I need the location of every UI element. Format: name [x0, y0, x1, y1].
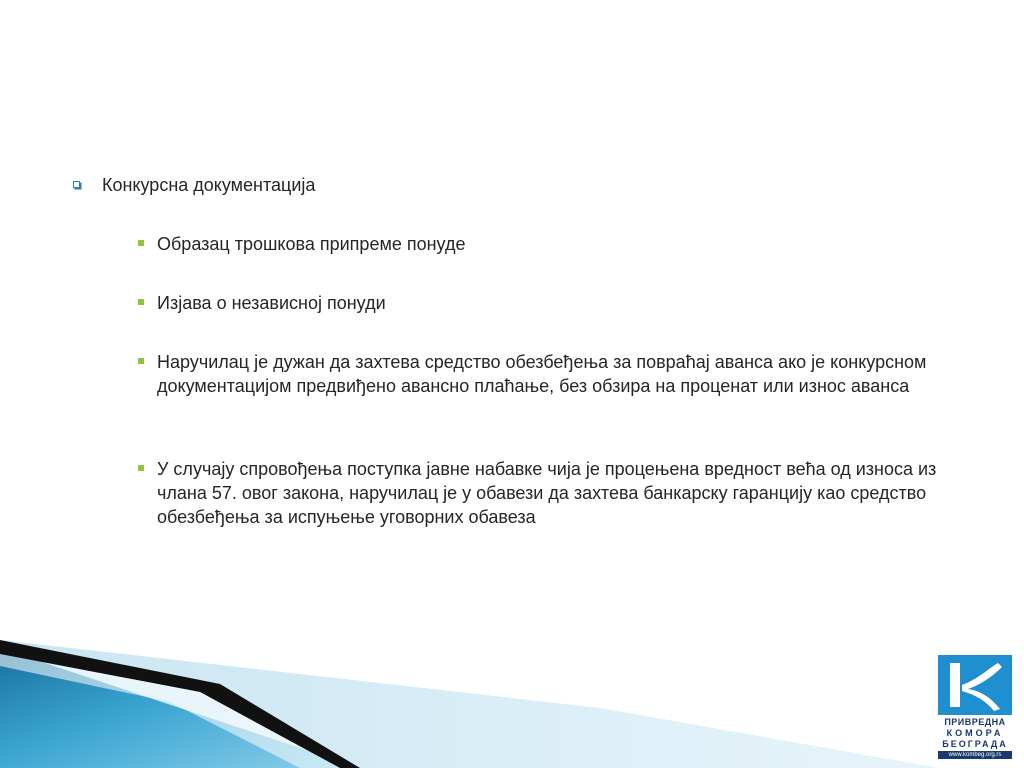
hollow-square-bullet-icon [73, 181, 80, 188]
bullet-item-4: У случају спровођења поступка јавне набавке чија је процењена вредност већа од износа из члана 57. овог закона, наручилац је у обавези да захтева банкарску гаранцију као средство обезбеђења за испуњење уговорних обавеза [157, 459, 937, 527]
decorative-swoosh [0, 640, 940, 768]
logo-emblem-icon [938, 655, 1012, 715]
bullet-item-3: Наручилац је дужан да захтева средство обезбеђења за повраћај аванса ако је конкурсном документацијом предвиђено авансно плаћање, без обзира на проценат или износ аванса [157, 352, 927, 396]
green-square-bullet-icon [138, 299, 144, 305]
green-square-bullet-icon [138, 358, 144, 364]
green-square-bullet-icon [138, 240, 144, 246]
logo-line-3: БЕОГРАДА [942, 739, 1008, 749]
logo-line-2: КОМОРА [946, 728, 1004, 738]
bullet-item-2: Изјава о независној понуди [157, 293, 386, 313]
bullet-item-1: Образац трошкова припреме понуде [157, 234, 466, 254]
chamber-of-commerce-logo [938, 655, 1012, 759]
logo-url: www.kombeg.org.rs [938, 751, 1012, 759]
green-square-bullet-icon [138, 465, 144, 471]
slide-heading-bullet: Конкурсна документација [102, 175, 316, 195]
logo-line-1: ПРИВРЕДНА [944, 717, 1006, 727]
